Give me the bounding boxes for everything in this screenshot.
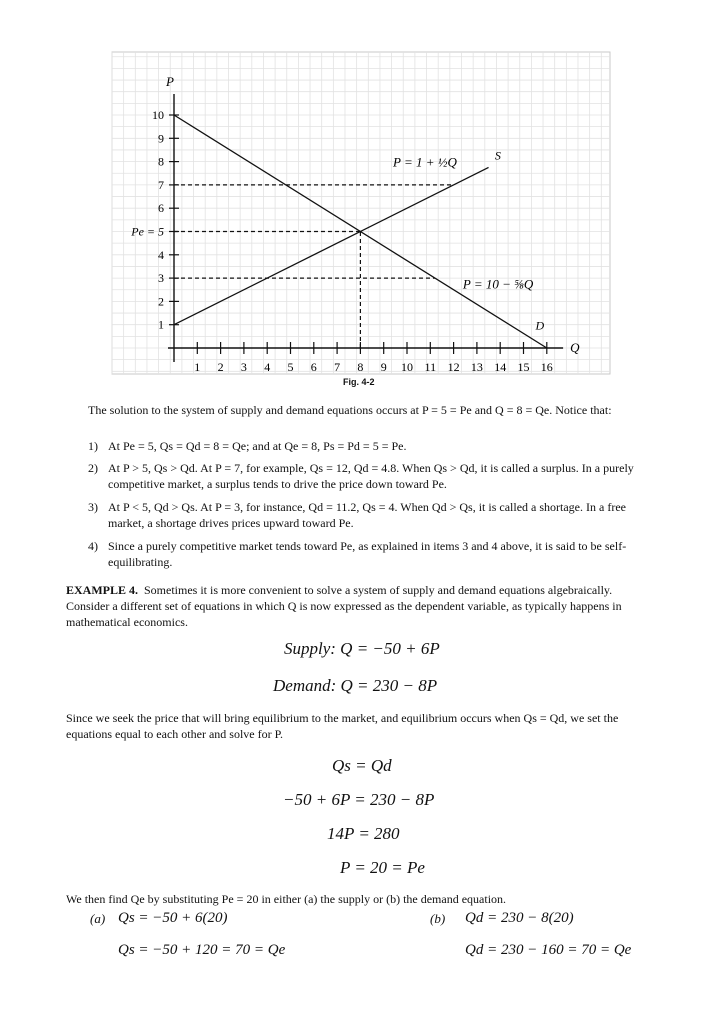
step-equation: Qs = Qd — [332, 756, 392, 775]
list-item — [88, 538, 658, 572]
y-tick-label: 8 — [158, 154, 164, 169]
list-number: 3) — [88, 500, 98, 514]
step-equation: 14P = 280 — [327, 824, 400, 843]
example-heading: EXAMPLE 4. — [66, 583, 138, 597]
y-tick-label: 3 — [158, 271, 164, 286]
final-paragraph: We then find Qe by substituting Pe = 20 in either (a) the supply or (b) the demand equation. — [66, 892, 507, 906]
x-tick-label: 3 — [240, 360, 247, 374]
supply-label: S — [494, 148, 501, 163]
list-item — [88, 460, 658, 494]
demand-label: D — [535, 318, 545, 333]
demand-equation: Demand: Q = 230 − 8P — [273, 676, 438, 695]
supply-demand-chart — [108, 48, 614, 378]
list-text: Since a purely competitive market tends toward Pe, as explained in items 3 and 4 above, it is said to be self-equilibrating. — [108, 539, 627, 569]
part-a-result: Qs = −50 + 120 = 70 = Qe — [118, 942, 286, 958]
x-tick-label: 12 — [447, 360, 460, 374]
figure-caption: Fig. 4-2 — [343, 377, 375, 387]
x-tick-label: 9 — [380, 360, 387, 374]
example-paragraph — [66, 582, 656, 630]
list-text: At P > 5, Qs > Qd. At P = 7, for example, Qs = 12, Qd = 4.8. When Qs > Qd, it is called a surplus. In a purely competitive market, a surplus tends to drive the price down toward Pe. — [108, 461, 634, 491]
y-tick-label: 6 — [158, 201, 164, 216]
y-tick-label: 4 — [158, 247, 164, 262]
example-body: Sometimes it is more convenient to solve a system of supply and demand equations algebraically. Consider a different set of equations in which Q is now expressed as the dependent variable, as typically happens in mathematical economics. — [66, 583, 622, 629]
x-tick-label: 4 — [264, 360, 271, 374]
x-tick-label: 11 — [424, 360, 437, 374]
x-tick-label: 14 — [494, 360, 507, 374]
y-tick-label: 2 — [158, 294, 164, 309]
x-tick-label: 10 — [401, 360, 413, 374]
x-tick-label: 1 — [194, 360, 201, 374]
pe-label: Pe = 5 — [131, 224, 164, 239]
part-b-result: Qd = 230 − 160 = 70 = Qe — [465, 942, 632, 958]
list-text: At P < 5, Qd > Qs. At P = 3, for instance, Qd = 11.2, Qs = 4. When Qd > Qs, it is called a shortage. In a free market, a shortage drives prices upward toward Pe. — [108, 500, 626, 530]
y-tick-label: 10 — [152, 108, 164, 122]
list-item — [88, 499, 658, 533]
x-tick-label: 7 — [334, 360, 341, 374]
intro-paragraph: The solution to the system of supply and demand equations occurs at P = 5 = Pe and Q = 8 = Qe. Notice that: — [88, 403, 612, 417]
equilibrium-paragraph: Since we seek the price that will bring equilibrium to the market, and equilibrium occurs when Qs = Qd, we set the equations equal to each other and solve for P. — [66, 711, 619, 741]
part-b-equation: Qd = 230 − 8(20) — [465, 910, 574, 926]
y-tick-label: 1 — [158, 317, 164, 332]
list-number: 2) — [88, 461, 98, 475]
part-a-label: (a) — [90, 911, 106, 926]
x-tick-label: 16 — [540, 360, 553, 374]
y-axis-label: P — [166, 74, 174, 90]
x-tick-label: 15 — [517, 360, 530, 374]
list-text: At Pe = 5, Qs = Qd = 8 = Qe; and at Qe = 8, Ps = Pd = 5 = Pe. — [108, 439, 407, 453]
x-tick-label: 8 — [357, 360, 364, 374]
y-tick-label: 9 — [158, 131, 164, 146]
x-tick-label: 5 — [287, 360, 294, 374]
step-equation: −50 + 6P = 230 − 8P — [283, 790, 435, 809]
x-tick-label: 6 — [310, 360, 317, 374]
part-a-equation: Qs = −50 + 6(20) — [118, 910, 228, 926]
list-number: 4) — [88, 539, 98, 553]
x-tick-label: 2 — [217, 360, 224, 374]
supply-equation: Supply: Q = −50 + 6P — [284, 639, 440, 658]
demand-equation-label: P = 10 − ⅝Q — [462, 276, 534, 292]
part-b-label: (b) — [430, 911, 446, 926]
supply-equation-label: P = 1 + ½Q — [393, 154, 457, 170]
x-tick-label: 13 — [470, 360, 483, 374]
x-axis-label: Q — [570, 340, 580, 355]
y-tick-label: 7 — [158, 177, 164, 192]
list-number: 1) — [88, 439, 98, 453]
list-item — [88, 438, 658, 456]
step-equation: P = 20 = Pe — [340, 858, 425, 877]
